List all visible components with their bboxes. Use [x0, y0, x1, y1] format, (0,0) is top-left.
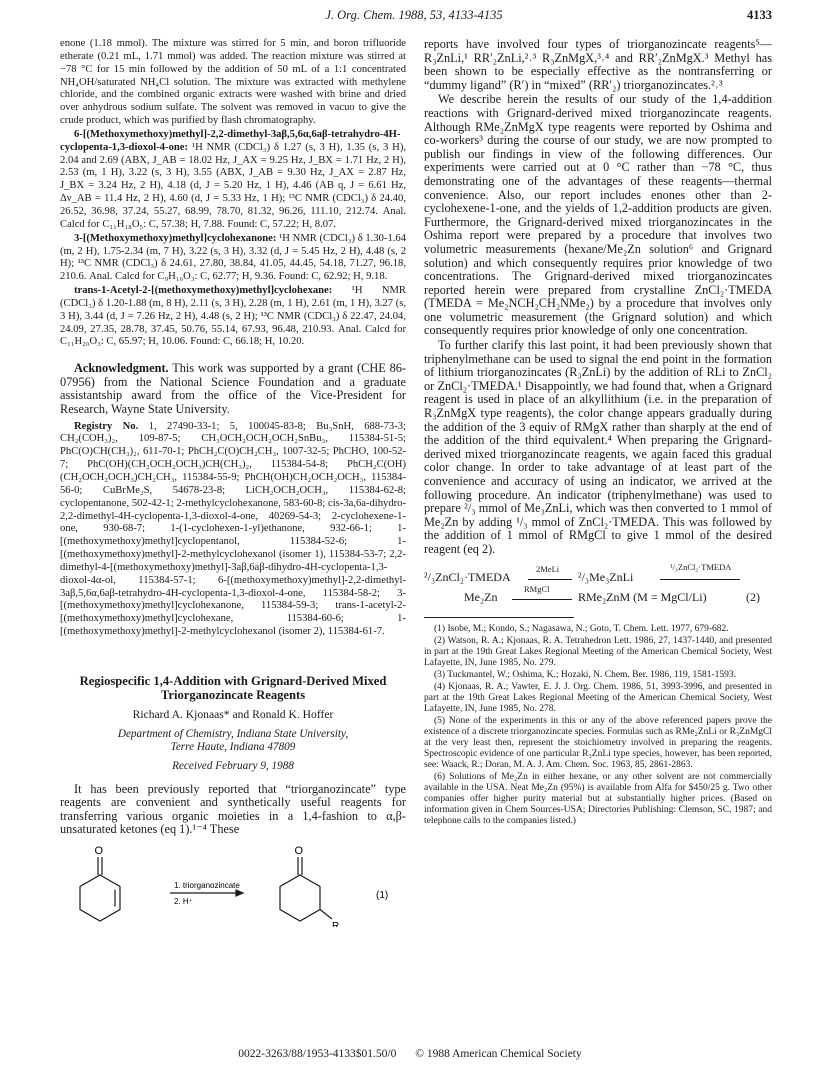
acknowledgment-text: This work was supported by a grant (CHE 86-07956) from the National Science Foundation and a graduate assistantship award from the office of the Vice-President for Research, Wayne State University. — [60, 361, 406, 417]
product-oxygen: O — [294, 845, 304, 858]
eq2-reagent-2: ¹/₃ZnCl₂·TMEDA — [670, 561, 732, 572]
article-title: Regiospecific 1,4-Addition with Grignard-Derived Mixed Triorganozincate Reagents — [79, 673, 387, 702]
acknowledgment — [60, 362, 406, 416]
right-column — [424, 38, 772, 828]
reference-1: (1) Isobe, M.; Kondo, S.; Nagasawa, N.; Goto, T. Chem. Lett. 1977, 679-682. — [434, 623, 729, 634]
reference-5: (5) None of the experiments in this or any of the above referenced papers prove the existence of a discrete triorganozincate species. Formulas such as RMe₂ZnLi or R₃ZnMgCl at the very least then, represent the stoichiometry involved in preparing the reagents. Spectroscopic evidence of one particular R₃ZnLi type species, however, has been reported, see: Waack, R.; Doran, M. A. J. Am. Chem. Soc. 1963, 85, 2861-2863. — [424, 715, 772, 770]
reference-6: (6) Solutions of Me₂Zn in either hexane, or any other solvent are not commercially available in the USA. Neat Me₂Zn (95%) is available from Alfa for $450/25 g. Two other companies offer higher purity material but at substantially higher prices. (Based on information given in Chem Sources-USA; Directories Publishing: Clemson, SC, 1987; and telephone calls to the companies listed.) — [424, 771, 772, 826]
right-paragraph-2: We describe herein the results of our study of the 1,4-addition reactions with Grignard-derived mixed triorganozincate reagents. Although RMe₂ZnMgX type reagents were reported by Oshima and co-workers³ during the course of our study, we are now prompted to publish our findings in view of the following differences. Our experiments were carried out at 0 °C rather than −78 °C, thus demonstrating one of the advantages of these reagents—thermal convenience. Also, our report includes enones other than 2-cyclohexene-1-one, and the yields of 1,2-addition products are given. Furthermore, the Grignard-derived mixed triorganozincates in the Oshima report were prepared by a procedure that involves two volumetric measurements (hexane/Me₂Zn solution⁶ and Grignard solution) and which consequently requires prior knowledge of two concentrations. The Grignard-derived mixed triorganozincates reported herein were prepared from crystalline ZnCl₂·TMEDA (TMEDA = Me₂NCH₂CH₂NMe₂) by a procedure that involves only one volumetric measurement (the Grignard solution) and which consequently requires prior knowledge of only one concentration. — [424, 92, 772, 338]
article-code: 0022-3263/88/1953-4133$01.50/0 — [238, 1048, 397, 1060]
eq2-reagent-1: 2MeLi — [536, 563, 560, 574]
eq2-arrow-2 — [660, 579, 740, 580]
running-header — [56, 8, 772, 28]
compound-2-data: ¹H NMR (CDCl₃) δ 1.30-1.64 (m, 2 H), 1.75-2.34 (m, 7 H), 3.22 (s, 3 H), 3.32 (d, J = 5.45 Hz, 2 H), 4.48 (s, 2 H); ¹³C NMR (CDCl₃) δ 24.61, 27.80, 38.84, 41.05, 44.45, 54.18, 71.27, 96.18, 210.6. Anal. Calcd for C₉H₁₆O₃: C, 62.77; H, 9.36. Found: C, 62.92; H, 9.18. — [60, 232, 406, 283]
equation-1-scheme — [60, 841, 406, 927]
page-number: 4133 — [747, 8, 772, 22]
eq2-arrow-1 — [528, 579, 572, 580]
compound-1-entry — [60, 129, 406, 232]
eq2-number: (2) — [746, 589, 760, 604]
affiliation-city: Terre Haute, Indiana 47809 — [170, 740, 296, 753]
compound-3-data: ¹H NMR (CDCl₃) δ 1.20-1.88 (m, 8 H), 2.11 (s, 3 H), 2.28 (m, 1 H), 2.61 (m, 1 H), 3.27 (s, 3 H), 3.44 (d, J = 7.26 Hz, 2 H), 4.48 (s, 2 H); ¹³C NMR (CDCl₃) δ 22.47, 24.04, 24.09, 27.35, 28.78, 37.45, 50.76, 55.14, 67.93, 96.48, 210.93. Anal. Calcd for C₁₁H₂₀O₃: C, 65.97; H, 10.06. Found: C, 66.18; H, 10.20. — [60, 285, 406, 348]
experimental-paragraph: enone (1.18 mmol). The mixture was stirred for 5 min, and boron trifluoride etherate (0.21 mL, 1.71 mmol) was added. The reaction mixture was stirred at −78 °C for 15 min followed by the addition of 50 mL of a 1:1 concentrated NH₄OH/saturated NH₄Cl solution. The mixture was extracted with methylene chloride, and the combined organic extracts were washed with brine and dried over anhydrous sodium sulfate. The solvent was removed in vacuo to give the crude product, which was purified by flash chromatography. — [60, 38, 406, 127]
compound-3-name: trans-1-Acetyl-2-[(methoxymethoxy)methyl]cyclohexane: — [74, 285, 333, 297]
intro-paragraph: It has been previously reported that “triorganozincate” type reagents are convenient and synthetically useful reagents for transferring various organic moieties in a 1,4-fashion to α,β-unsaturated ketones (eq 1).¹⁻⁴ These — [60, 781, 406, 837]
eq2-me2zn: Me₂Zn — [464, 589, 498, 604]
compound-1-name: 6-[(Methoxymethoxy)methyl]-2,2-dimethyl-3aβ,5,6α,6aβ-tetrahydro-4H-cyclopenta-1,3-dioxol-4-one: — [60, 128, 401, 153]
registry-text: 1, 27490-33-1; 5, 100045-83-8; Bu₃SnH, 688-73-3; CH₂(COH₃)₂, 109-87-5; CH₃OCH₂OCH₂OCH₂SnBu₃, 115384-51-5; PhC(O)CH(CH₃)₂, 611-70-1; PhCH₂C(O)CH₂CH₃, 1007-32-5; PhCHO, 100-52-7; PhC(OH)(CH₂OCH₂OCH₃)CH(CH₃)₂, 115384-54-8; PhCH₂C(OH)(CH₂OCH₂OCH₃)CH₂CH₃, 115384-55-9; PhCH(OH)CH₂OCH₂OCH₃, 115384-56-0; CuBrMe₂S, 54678-23-8; LiCH₂OCH₂OCH₃, 115384-62-8; cyclopentanone, 502-42-1; 2-methylcyclohexanone, 583-60-8; cis-3a,6a-dihydro-2,2-dimethyl-4H-cyclopenta-1,3-dioxol-4-one, 40269-54-3; 2-cyclohexene-1-one, 930-68-7; 1-(1-cyclohexen-1-yl)ethanone, 932-66-1; 1-[(methoxymethoxy)methyl]cyclopentanol, 115384-52-6; 1-[(methoxymethoxy)methyl]-2-methylcyclohexanol (isomer 1), 115384-53-7; 2,2-dimethyl-4-[(methoxymethoxy)methyl]-3aβ,6aβ-dihydro-4H-cyclopenta-1,3-dioxol-4α-ol, 115384-57-1; 6-[(methoxymethoxy)methyl]-2,2-dimethyl-3aβ,5,6α,6aβ-tetrahydro-4H-cyclopenta-1,3-dioxol-4-one, 115384-58-2; 3-[(methoxymethoxy)methyl]cyclohexanone, 115384-59-3; trans-1-acetyl-2-[(methoxymethoxy)methyl]cyclohexane, 115384-60-6; 1-[(methoxymethoxy)methyl]-2-methylcyclohexanol (isomer 2), 115384-61-7. — [60, 420, 406, 638]
eq2-reactant: ²/₃ZnCl₂·TMEDA — [424, 569, 511, 584]
equation-2 — [424, 563, 772, 609]
enone-ring — [80, 875, 120, 921]
references — [424, 624, 772, 827]
received-date: Received February 9, 1988 — [172, 759, 294, 772]
authors: Richard A. Kjonaas* and Ronald K. Hoffer — [132, 707, 334, 721]
footnote-rule — [424, 617, 574, 618]
compound-1-data: ¹H NMR (CDCl₃) δ 1.27 (s, 3 H), 1.35 (s, 3 H), 2.04 and 2.69 (ABX, J_AB = 18.02 Hz, J_AX = 9.25 Hz, J_BX = 1.71 Hz, 2 H), 2.53 (m, 1 H), 3.22 (s, 3 H), 3.55 (ABX, J_AB = 9.30 Hz, J_AX = 2.87 Hz, J_BX = 3.24 Hz, 2 H), 4.18 (d, J = 5.20 Hz, 1 H), 4.46 (AB q, J = 6.61 Hz, Δν_AB = 11.4 Hz, 2 H), 4.60 (d, J = 5.33 Hz, 1 H); ¹³C NMR (CDCl₃) δ 24.40, 26.52, 36.98, 37.24, 55.27, 68.99, 78.70, 81.32, 96.26, 111.10, 212.74. Anal. Calcd for C₁₁H₁₈O₅: C, 57.38; H, 7.88. Found: C, 57.22; H, 8.07. — [60, 141, 406, 230]
reference-2: (2) Watson, R. A.; Kjonaas, R. A. Tetrahedron Lett. 1986, 27, 1437-1440, and presented in part at the 19th Great Lakes Regional Meeting of the American Chemical Society, West Lafayette, IN, June 1985, No. 279. — [424, 635, 772, 668]
product-ring — [280, 875, 320, 921]
acknowledgment-title: Acknowledgment. — [74, 361, 169, 376]
compound-2-name: 3-[(Methoxymethoxy)methyl]cyclohexanone: — [74, 232, 277, 244]
eq2-intermediate: ²/₃Me₃ZnLi — [578, 569, 634, 584]
eq2-arrow-3 — [512, 599, 572, 600]
compound-2-entry — [60, 233, 406, 284]
r-group-label: R — [332, 921, 340, 928]
copyright: © 1988 American Chemical Society — [415, 1048, 582, 1060]
eq2-reagent-3: RMgCl — [524, 583, 550, 594]
reagent-step-2: 2. H⁺ — [174, 897, 193, 907]
compound-3-entry — [60, 285, 406, 349]
reagent-step-1: 1. triorganozincate — [174, 881, 240, 891]
right-paragraph-1: reports have involved four types of triorganozincate reagents⁵—R₃ZnLi,¹ RR′₂ZnLi,²˒³ R₃ZnMgX,³˒⁴ and RR′₂ZnMgX.³ Methyl has been shown to be especially effective as the nontransferring or “dummy ligand” (R′) in “mixed” (RR′₂) triorganozincates.²˒³ — [424, 37, 772, 92]
left-column — [60, 38, 406, 927]
affiliation-dept: Department of Chemistry, Indiana State University, — [117, 727, 349, 740]
eq2-product: RMe₂ZnM (M = MgCl/Li) — [578, 589, 707, 604]
right-paragraph-3: To further clarify this last point, it had been previously shown that triphenylmethane can be used to signal the end point in the formation of lithium triorganozincates (R₃ZnLi) by the addition of RLi to ZnCl₂ or ZnCl₂·TMEDA.¹ Disappointly, we had found that, when a Grignard reagent is used in place of an alkyllithium (i.e. in the preparation of R₃ZnMgX type reagents), the color change appears gradually during the addition of the 3 equiv of RMgX rather than sharply at the end of the addition of the third equivalent.⁴ When preparing the Grignard-derived mixed triorganozincate reagents, we again faced this gradual color change. In order to take advantage of at least part of the convenience and accuracy of using an indicator, we arrived at the following procedure. An indicator (triphenylmethane) was used to prepare ²/₃ mmol of Me₃ZnLi, which was then converted to 1 mmol of Me₂Zn by adding ¹/₃ mmol of ZnCl₂·TMEDA. This was followed by the addition of 1 mmol of RMgCl to give 1 mmol of the desired reagent (eq 2). — [424, 338, 772, 556]
enone-oxygen: O — [94, 845, 104, 858]
equation-1-number: (1) — [376, 890, 389, 902]
journal-citation: J. Org. Chem. 1988, 53, 4133-4135 — [325, 8, 503, 22]
registry-title: Registry No. — [74, 420, 139, 432]
reference-3: (3) Tuckmantel, W.; Oshima, K.; Hozaki, N. Chem. Ber. 1986, 119, 1581-1593. — [434, 669, 737, 680]
reference-4: (4) Kjonaas, R. A.; Vawter, E. J. J. Org. Chem. 1986, 51, 3993-3996, and presented in part at the 19th Great Lakes Regional Meeting of the American Chemical Society, West Lafayette, IN, June 1985, No. 278. — [424, 681, 772, 714]
page-footer — [0, 1048, 820, 1060]
registry-numbers — [60, 421, 406, 639]
equation-1 — [60, 841, 406, 927]
